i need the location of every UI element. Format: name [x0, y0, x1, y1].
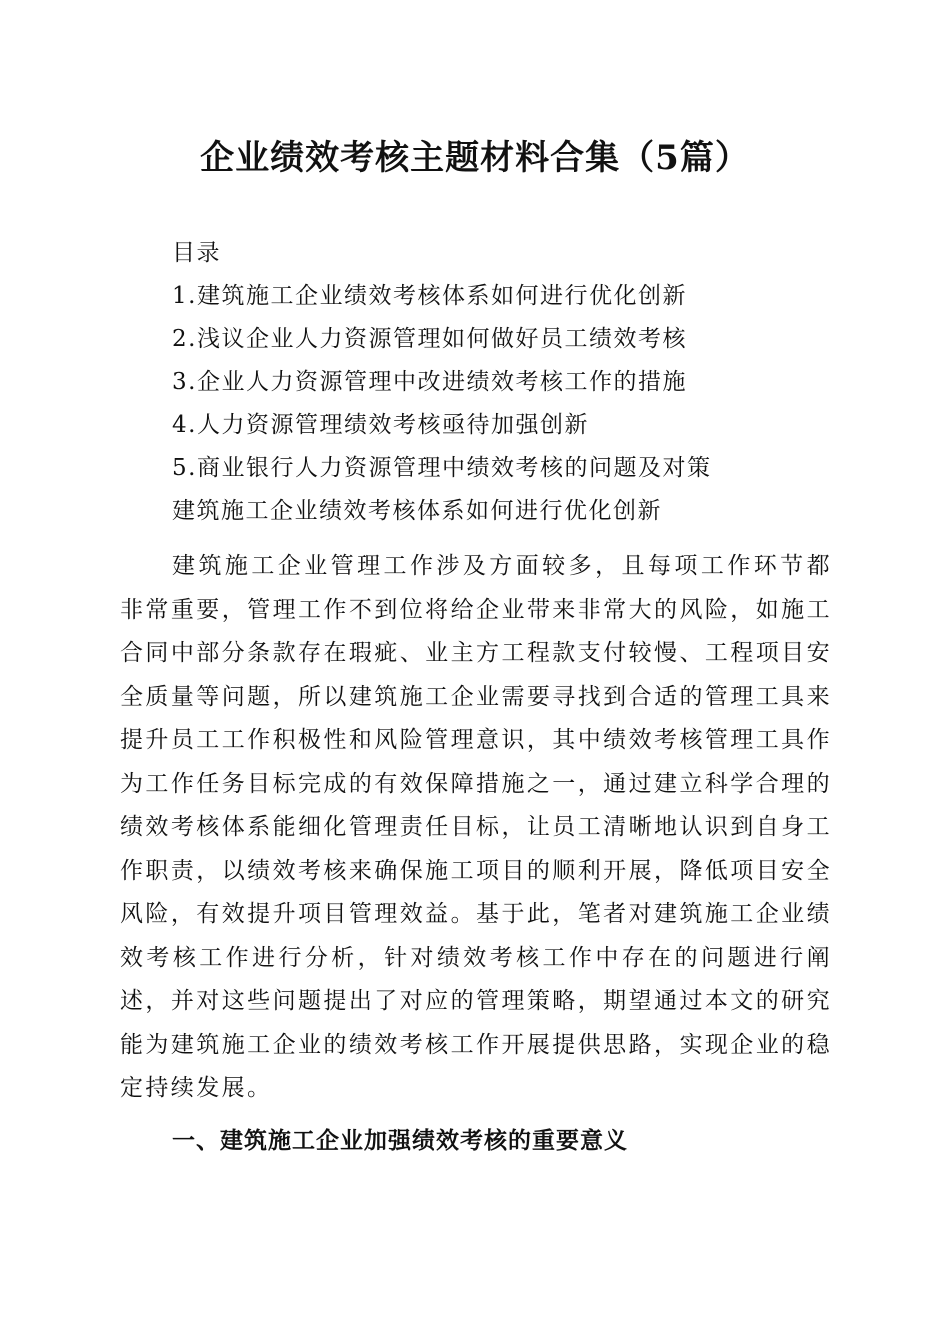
- toc-item: 5.商业银行人力资源管理中绩效考核的问题及对策: [172, 455, 712, 481]
- toc-item: 4.人力资源管理绩效考核亟待加强创新: [172, 412, 589, 438]
- section-heading: 一、建筑施工企业加强绩效考核的重要意义: [172, 1128, 628, 1154]
- toc-item: 1.建筑施工企业绩效考核体系如何进行优化创新: [172, 283, 687, 309]
- toc-item: 3.企业人力资源管理中改进绩效考核工作的措施: [172, 369, 687, 395]
- toc-item: 2.浅议企业人力资源管理如何做好员工绩效考核: [172, 326, 687, 352]
- table-of-contents: [120, 232, 840, 533]
- body-paragraph: 建筑施工企业管理工作涉及方面较多，且每项工作环节都非常重要，管理工作不到位将给企业带来非常大的风险，如施工合同中部分条款存在瑕疵、业主方工程款支付较慢、工程项目安全质量等问题，所以建筑施工企业需要寻找到合适的管理工具来提升员工工作积极性和风险管理意识，其中绩效考核管理工具作为工作任务目标完成的有效保障措施之一，通过建立科学合理的绩效考核体系能细化管理责任目标，让员工清晰地认识到自身工作职责，以绩效考核来确保施工项目的顺利开展，降低项目安全风险，有效提升项目管理效益。基于此，笔者对建筑施工企业绩效考核工作进行分析，针对绩效考核工作中存在的问题进行阐述，并对这些问题提出了对应的管理策略，期望通过本文的研究能为建筑施工企业的绩效考核工作开展提供思路，实现企业的稳定持续发展。: [120, 553, 832, 1101]
- toc-heading: 目录: [172, 240, 221, 266]
- document-title: 企业绩效考核主题材料合集（5篇）: [200, 138, 750, 178]
- article-title: 建筑施工企业绩效考核体系如何进行优化创新: [172, 498, 662, 524]
